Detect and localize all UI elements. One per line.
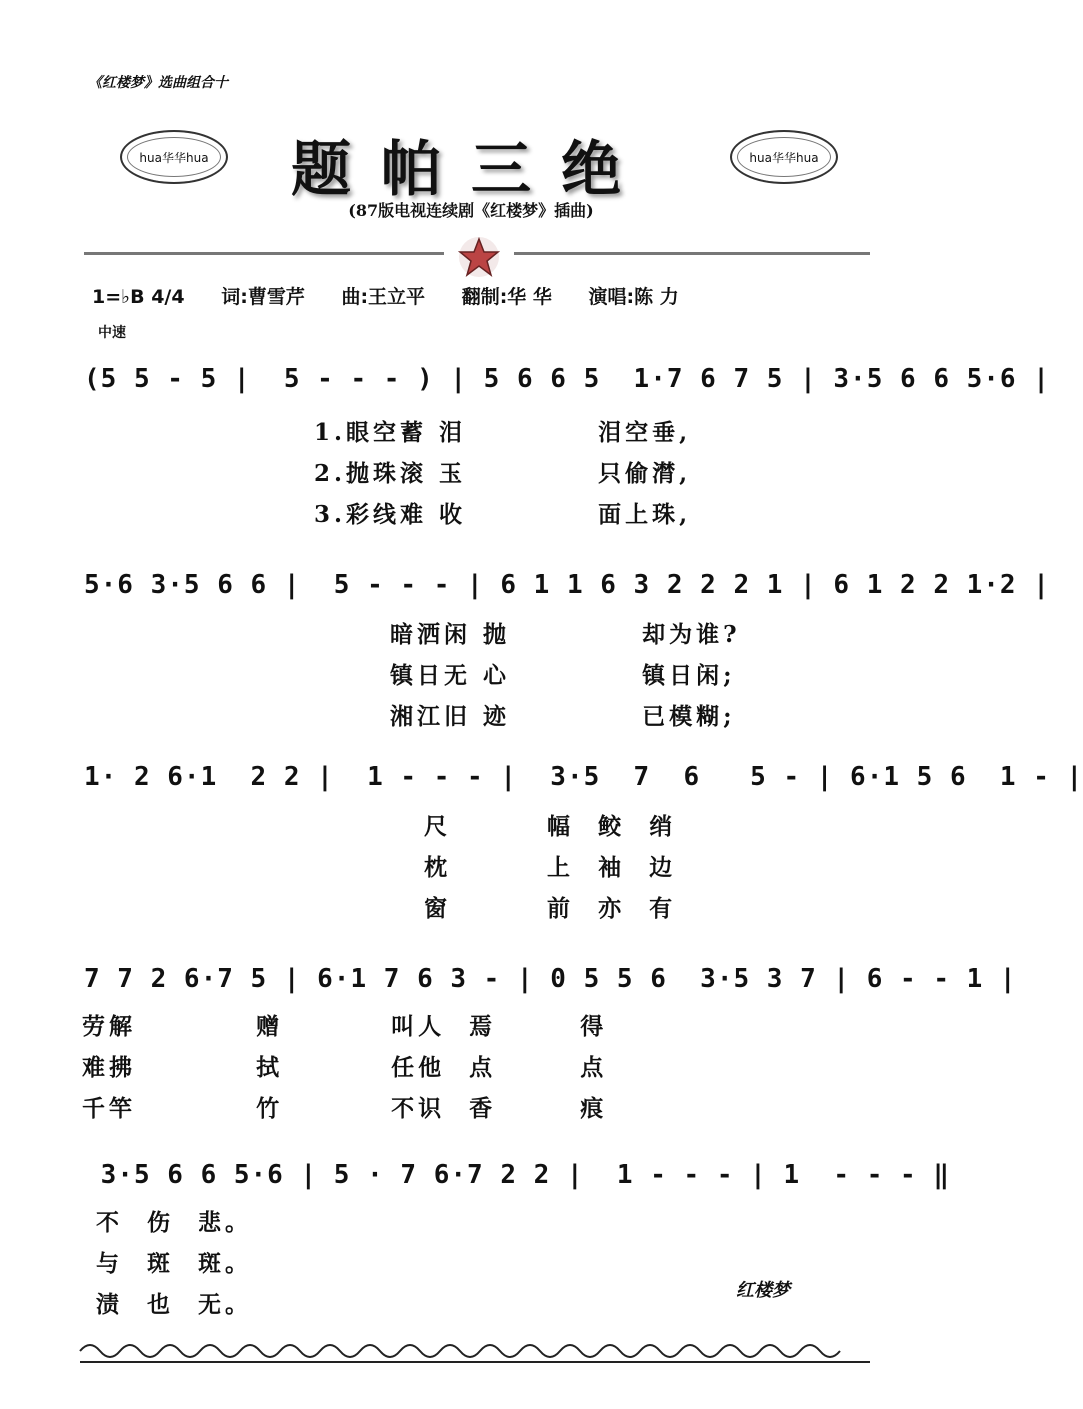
signature-text: 红楼梦 bbox=[736, 1280, 790, 1301]
key-signature: 1=♭B 4/4 bbox=[92, 286, 185, 308]
divider-right bbox=[514, 252, 870, 255]
lyric-line: 千竿 竹 不识 香 痕 bbox=[82, 1095, 608, 1122]
decorative-border bbox=[80, 1336, 870, 1366]
lyric-line: 渍 也 无。 bbox=[96, 1291, 253, 1318]
star-icon bbox=[458, 236, 500, 278]
lyric-line: 窗 前 亦 有 bbox=[424, 895, 677, 922]
notation-line: 7 7 2 6·7 5 | 6·1 7 6 3 - | 0 5 5 6 3·5 3 7 | 6 - - 1 | bbox=[84, 964, 1017, 994]
notation-line: 1· 2 6·1 2 2 | 1 - - - | 3·5 7 6 5 - | 6·1 5 6 1 - | bbox=[84, 762, 1083, 792]
lyricist: 词:曹雪芹 bbox=[221, 286, 305, 308]
lyric-line: 2.抛珠滚 玉 只偷潸, bbox=[314, 460, 692, 487]
lyric-line: 3.彩线难 收 面上珠, bbox=[314, 501, 692, 528]
song-subtitle: (87版电视连续剧《红楼梦》插曲) bbox=[348, 201, 594, 220]
lyric-line: 与 斑 斑。 bbox=[96, 1250, 253, 1277]
lyric-line: 劳解 赠 叫人 焉 得 bbox=[82, 1013, 608, 1040]
lyric-line: 湘江旧 迹 已模糊; bbox=[390, 703, 736, 730]
lyric-line: 不 伤 悲。 bbox=[96, 1209, 253, 1236]
notation-line: 3·5 6 6 5·6 | 5 · 7 6·7 2 2 | 1 - - - | 1 - - - ‖ bbox=[84, 1160, 950, 1190]
lyric-line: 暗洒闲 抛 却为谁? bbox=[390, 621, 741, 648]
right-badge-logo: hua华华hua bbox=[730, 130, 838, 184]
lyric-line: 1.眼空蓄 泪 泪空垂, bbox=[314, 419, 692, 446]
score-meta bbox=[92, 282, 709, 309]
song-title: 题帕三绝 bbox=[291, 135, 651, 205]
notation-line: 5·6 3·5 6 6 | 5 - - - | 6 1 1 6 3 2 2 2 1 | 6 1 2 2 1·2 | bbox=[84, 570, 1050, 600]
arranger: 翻制:华 华 bbox=[461, 286, 552, 308]
divider-left bbox=[84, 252, 444, 255]
left-badge-logo: hua华华hua bbox=[120, 130, 228, 184]
lyric-line: 尺 幅 鲛 绡 bbox=[424, 813, 677, 840]
series-label: 《红楼梦》选曲组合十 bbox=[88, 75, 228, 91]
singer: 演唱:陈 力 bbox=[588, 286, 679, 308]
lyric-line: 难拂 拭 任他 点 点 bbox=[82, 1054, 608, 1081]
tempo-marking: 中速 bbox=[98, 325, 126, 341]
lyric-line: 镇日无 心 镇日闲; bbox=[390, 662, 736, 689]
notation-line: (5 5 - 5 | 5 - - - ) | 5 6 6 5 1·7 6 7 5 | 3·5 6 6 5·6 | bbox=[84, 364, 1050, 394]
lyric-line: 枕 上 袖 边 bbox=[424, 854, 677, 881]
composer: 曲:王立平 bbox=[341, 286, 426, 308]
